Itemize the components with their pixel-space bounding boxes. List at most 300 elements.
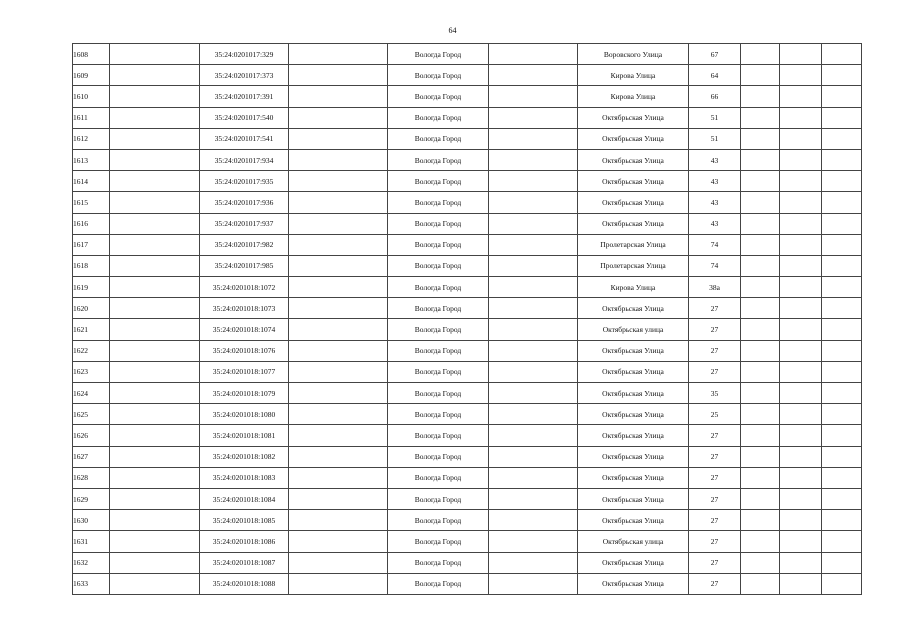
cadastral-number-cell: 35:24:0201017:391 [200,86,289,107]
empty-cell [780,488,822,509]
cadastral-number-cell: 35:24:0201017:935 [200,171,289,192]
street-cell: Октябрьская Улица [578,361,689,382]
street-cell: Октябрьская Улица [578,467,689,488]
city-cell: Вологда Город [388,44,489,65]
table-row [73,65,862,86]
table-row [73,86,862,107]
house-number-cell: 25 [689,404,741,425]
row-number-cell: 1612 [73,128,110,149]
empty-cell [289,425,388,446]
row-number-cell: 1608 [73,44,110,65]
table-row [73,383,862,404]
house-number-cell: 74 [689,234,741,255]
cadastral-number-cell: 35:24:0201018:1086 [200,531,289,552]
empty-cell [780,65,822,86]
empty-cell [822,425,862,446]
empty-cell [289,510,388,531]
empty-cell [289,552,388,573]
empty-cell [289,171,388,192]
empty-cell [822,383,862,404]
empty-cell [741,446,780,467]
empty-cell [780,213,822,234]
street-cell: Октябрьская Улица [578,340,689,361]
city-cell: Вологда Город [388,255,489,276]
empty-cell [489,277,578,298]
row-number-cell: 1619 [73,277,110,298]
empty-cell [289,467,388,488]
house-number-cell: 27 [689,298,741,319]
house-number-cell: 51 [689,128,741,149]
empty-cell [289,488,388,509]
city-cell: Вологда Город [388,361,489,382]
empty-cell [780,552,822,573]
house-number-cell: 27 [689,425,741,446]
empty-cell [489,128,578,149]
empty-cell [489,171,578,192]
table-row [73,234,862,255]
empty-cell [741,298,780,319]
table-row [73,361,862,382]
empty-cell [741,510,780,531]
empty-cell [489,255,578,276]
empty-cell [110,255,200,276]
empty-cell [780,298,822,319]
row-number-cell: 1610 [73,86,110,107]
empty-cell [741,234,780,255]
empty-cell [780,340,822,361]
empty-cell [741,44,780,65]
table-row [73,467,862,488]
street-cell: Октябрьская Улица [578,488,689,509]
city-cell: Вологда Город [388,340,489,361]
row-number-cell: 1609 [73,65,110,86]
empty-cell [289,149,388,170]
street-cell: Октябрьская Улица [578,298,689,319]
empty-cell [822,171,862,192]
cadastral-number-cell: 35:24:0201017:329 [200,44,289,65]
empty-cell [741,404,780,425]
city-cell: Вологда Город [388,86,489,107]
empty-cell [289,531,388,552]
row-number-cell: 1632 [73,552,110,573]
city-cell: Вологда Город [388,531,489,552]
table-row [73,510,862,531]
city-cell: Вологда Город [388,107,489,128]
empty-cell [289,573,388,594]
empty-cell [110,340,200,361]
empty-cell [780,361,822,382]
empty-cell [780,107,822,128]
row-number-cell: 1630 [73,510,110,531]
page-number: 64 [448,26,457,35]
empty-cell [110,573,200,594]
empty-cell [780,171,822,192]
empty-cell [780,319,822,340]
empty-cell [822,573,862,594]
empty-cell [289,319,388,340]
empty-cell [489,531,578,552]
empty-cell [741,107,780,128]
empty-cell [822,446,862,467]
house-number-cell: 43 [689,213,741,234]
empty-cell [289,446,388,467]
table-row [73,404,862,425]
empty-cell [741,552,780,573]
empty-cell [489,319,578,340]
house-number-cell: 43 [689,192,741,213]
empty-cell [741,255,780,276]
street-cell: Октябрьская улица [578,531,689,552]
empty-cell [289,383,388,404]
city-cell: Вологда Город [388,383,489,404]
empty-cell [489,213,578,234]
city-cell: Вологда Город [388,425,489,446]
empty-cell [289,234,388,255]
empty-cell [110,383,200,404]
house-number-cell: 27 [689,467,741,488]
street-cell: Октябрьская Улица [578,573,689,594]
row-number-cell: 1617 [73,234,110,255]
empty-cell [489,65,578,86]
street-cell: Пролетарская Улица [578,255,689,276]
city-cell: Вологда Город [388,404,489,425]
empty-cell [489,573,578,594]
table-row [73,552,862,573]
house-number-cell: 51 [689,107,741,128]
table-row [73,192,862,213]
street-cell: Воровского Улица [578,44,689,65]
empty-cell [741,149,780,170]
street-cell: Октябрьская Улица [578,107,689,128]
empty-cell [780,383,822,404]
cadastral-number-cell: 35:24:0201018:1084 [200,488,289,509]
empty-cell [822,44,862,65]
street-cell: Октябрьская Улица [578,425,689,446]
empty-cell [489,149,578,170]
empty-cell [110,192,200,213]
house-number-cell: 66 [689,86,741,107]
row-number-cell: 1622 [73,340,110,361]
house-number-cell: 67 [689,44,741,65]
house-number-cell: 27 [689,573,741,594]
empty-cell [289,298,388,319]
cadastral-number-cell: 35:24:0201018:1082 [200,446,289,467]
house-number-cell: 27 [689,488,741,509]
empty-cell [110,446,200,467]
table-row [73,573,862,594]
empty-cell [780,255,822,276]
cadastral-number-cell: 35:24:0201017:937 [200,213,289,234]
empty-cell [822,149,862,170]
street-cell: Октябрьская Улица [578,404,689,425]
empty-cell [110,552,200,573]
empty-cell [741,383,780,404]
cadastral-number-cell: 35:24:0201018:1085 [200,510,289,531]
empty-cell [822,488,862,509]
empty-cell [780,446,822,467]
empty-cell [489,404,578,425]
street-cell: Кирова Улица [578,277,689,298]
empty-cell [780,277,822,298]
street-cell: Октябрьская Улица [578,128,689,149]
cadastral-number-cell: 35:24:0201017:373 [200,65,289,86]
empty-cell [489,510,578,531]
row-number-cell: 1616 [73,213,110,234]
row-number-cell: 1623 [73,361,110,382]
city-cell: Вологда Город [388,234,489,255]
empty-cell [822,86,862,107]
table-row [73,277,862,298]
empty-cell [489,425,578,446]
empty-cell [822,404,862,425]
empty-cell [110,107,200,128]
house-number-cell: 38а [689,277,741,298]
empty-cell [741,192,780,213]
empty-cell [822,277,862,298]
street-cell: Октябрьская улица [578,319,689,340]
cadastral-number-cell: 35:24:0201018:1074 [200,319,289,340]
empty-cell [489,383,578,404]
street-cell: Октябрьская Улица [578,149,689,170]
row-number-cell: 1625 [73,404,110,425]
empty-cell [780,467,822,488]
empty-cell [741,425,780,446]
row-number-cell: 1628 [73,467,110,488]
empty-cell [489,446,578,467]
street-cell: Октябрьская Улица [578,383,689,404]
empty-cell [289,404,388,425]
empty-cell [110,510,200,531]
empty-cell [289,107,388,128]
house-number-cell: 43 [689,149,741,170]
city-cell: Вологда Город [388,319,489,340]
house-number-cell: 27 [689,531,741,552]
cadastral-number-cell: 35:24:0201018:1073 [200,298,289,319]
empty-cell [110,65,200,86]
empty-cell [741,86,780,107]
empty-cell [822,192,862,213]
table-row [73,488,862,509]
cadastral-number-cell: 35:24:0201018:1083 [200,467,289,488]
cadastral-number-cell: 35:24:0201017:934 [200,149,289,170]
empty-cell [110,149,200,170]
street-cell: Октябрьская Улица [578,510,689,531]
empty-cell [741,361,780,382]
cadastral-number-cell: 35:24:0201018:1072 [200,277,289,298]
empty-cell [822,213,862,234]
house-number-cell: 27 [689,340,741,361]
empty-cell [110,234,200,255]
table-row [73,425,862,446]
empty-cell [780,531,822,552]
cadastral-number-cell: 35:24:0201017:540 [200,107,289,128]
empty-cell [741,573,780,594]
cadastral-number-cell: 35:24:0201018:1076 [200,340,289,361]
empty-cell [780,149,822,170]
empty-cell [289,65,388,86]
table-row [73,446,862,467]
empty-cell [110,488,200,509]
empty-cell [110,531,200,552]
row-number-cell: 1614 [73,171,110,192]
house-number-cell: 27 [689,361,741,382]
street-cell: Октябрьская Улица [578,171,689,192]
house-number-cell: 27 [689,552,741,573]
city-cell: Вологда Город [388,552,489,573]
empty-cell [110,86,200,107]
registry-table [72,43,862,595]
city-cell: Вологда Город [388,171,489,192]
table-row [73,213,862,234]
table-row [73,319,862,340]
table-row [73,128,862,149]
house-number-cell: 27 [689,319,741,340]
empty-cell [822,319,862,340]
table-row [73,255,862,276]
empty-cell [489,192,578,213]
city-cell: Вологда Город [388,488,489,509]
cadastral-number-cell: 35:24:0201018:1088 [200,573,289,594]
empty-cell [489,107,578,128]
cadastral-number-cell: 35:24:0201018:1080 [200,404,289,425]
table-row [73,107,862,128]
city-cell: Вологда Город [388,277,489,298]
street-cell: Октябрьская Улица [578,192,689,213]
empty-cell [489,234,578,255]
empty-cell [780,44,822,65]
empty-cell [741,488,780,509]
empty-cell [289,213,388,234]
row-number-cell: 1629 [73,488,110,509]
empty-cell [110,467,200,488]
street-cell: Кирова Улица [578,65,689,86]
cadastral-number-cell: 35:24:0201017:982 [200,234,289,255]
empty-cell [822,234,862,255]
row-number-cell: 1613 [73,149,110,170]
empty-cell [822,510,862,531]
row-number-cell: 1627 [73,446,110,467]
empty-cell [289,128,388,149]
empty-cell [822,467,862,488]
empty-cell [822,65,862,86]
row-number-cell: 1620 [73,298,110,319]
table-row [73,149,862,170]
empty-cell [110,44,200,65]
row-number-cell: 1615 [73,192,110,213]
cadastral-number-cell: 35:24:0201017:985 [200,255,289,276]
empty-cell [780,573,822,594]
row-number-cell: 1611 [73,107,110,128]
empty-cell [741,319,780,340]
cadastral-number-cell: 35:24:0201018:1079 [200,383,289,404]
empty-cell [741,65,780,86]
empty-cell [489,361,578,382]
empty-cell [110,213,200,234]
table-row [73,44,862,65]
house-number-cell: 43 [689,171,741,192]
empty-cell [110,319,200,340]
table-row [73,171,862,192]
city-cell: Вологда Город [388,213,489,234]
row-number-cell: 1618 [73,255,110,276]
empty-cell [289,86,388,107]
city-cell: Вологда Город [388,446,489,467]
empty-cell [780,192,822,213]
empty-cell [489,340,578,361]
table-row [73,298,862,319]
empty-cell [489,552,578,573]
empty-cell [822,340,862,361]
empty-cell [110,425,200,446]
house-number-cell: 27 [689,446,741,467]
row-number-cell: 1624 [73,383,110,404]
row-number-cell: 1626 [73,425,110,446]
empty-cell [110,128,200,149]
row-number-cell: 1633 [73,573,110,594]
empty-cell [741,340,780,361]
city-cell: Вологда Город [388,298,489,319]
street-cell: Октябрьская Улица [578,446,689,467]
table-row [73,531,862,552]
empty-cell [489,86,578,107]
empty-cell [289,44,388,65]
empty-cell [822,107,862,128]
empty-cell [741,171,780,192]
empty-cell [780,510,822,531]
street-cell: Пролетарская Улица [578,234,689,255]
empty-cell [289,340,388,361]
empty-cell [741,128,780,149]
empty-cell [780,425,822,446]
empty-cell [780,234,822,255]
empty-cell [780,128,822,149]
empty-cell [741,277,780,298]
empty-cell [110,277,200,298]
empty-cell [289,361,388,382]
empty-cell [780,86,822,107]
cadastral-number-cell: 35:24:0201017:541 [200,128,289,149]
cadastral-number-cell: 35:24:0201018:1077 [200,361,289,382]
empty-cell [289,255,388,276]
city-cell: Вологда Город [388,128,489,149]
city-cell: Вологда Город [388,192,489,213]
cadastral-number-cell: 35:24:0201018:1087 [200,552,289,573]
table-row [73,340,862,361]
empty-cell [741,531,780,552]
row-number-cell: 1631 [73,531,110,552]
street-cell: Кирова Улица [578,86,689,107]
empty-cell [110,298,200,319]
empty-cell [741,467,780,488]
empty-cell [489,467,578,488]
empty-cell [110,404,200,425]
cadastral-number-cell: 35:24:0201017:936 [200,192,289,213]
house-number-cell: 64 [689,65,741,86]
empty-cell [489,298,578,319]
city-cell: Вологда Город [388,467,489,488]
cadastral-number-cell: 35:24:0201018:1081 [200,425,289,446]
empty-cell [289,192,388,213]
city-cell: Вологда Город [388,149,489,170]
empty-cell [822,531,862,552]
city-cell: Вологда Город [388,573,489,594]
empty-cell [822,298,862,319]
empty-cell [822,552,862,573]
empty-cell [822,255,862,276]
city-cell: Вологда Город [388,65,489,86]
empty-cell [780,404,822,425]
house-number-cell: 74 [689,255,741,276]
